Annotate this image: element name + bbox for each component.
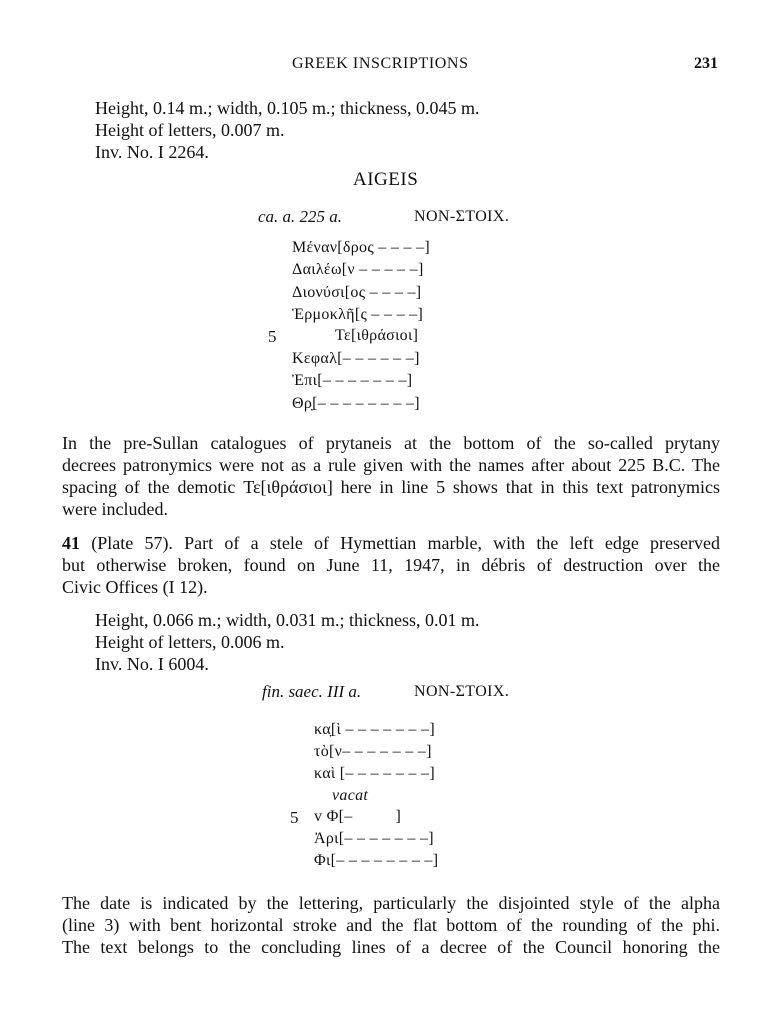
inscription-line: v Φ[– ] [314, 808, 402, 825]
inventory-41: Inv. No. I 6004. [95, 654, 209, 674]
running-title: GREEK INSCRIPTIONS [292, 55, 469, 72]
commentary-line: The date is indicated by the lettering, particularly the disjointed style of the alpha [62, 893, 720, 913]
style-label-40: NON-ΣΤΟΙΧ. [414, 208, 510, 225]
inscription-line: Τε[ιθράσιοι] [335, 327, 419, 344]
inscription-line: Κεφαλ[– – – – – –] [292, 350, 420, 367]
inscription-line: Φι[– – – – – – – –] [314, 852, 439, 869]
inscription-line: Μέναν[δρος – – – –] [292, 239, 431, 256]
commentary-line: (line 3) with bent horizontal stroke and the flat bottom of the rounding of the phi. [62, 915, 720, 935]
entry-number: 41 [62, 533, 80, 553]
commentary-line: spacing of the demotic Τε[ιθράσιοι] here in line 5 shows that in this text patronymics [62, 477, 720, 497]
entry-41-intro-text: (Plate 57). Part of a stele of Hymettian marble, with the left edge preserved [80, 533, 720, 553]
commentary-line: The text belongs to the concluding lines of a decree of the Council honoring the [62, 937, 720, 957]
inscription-line: Ἐπι[– – – – – – –] [292, 372, 413, 389]
inscription-line: Θρ̣[– – – – – – – –] [292, 395, 420, 412]
letter-height-41: Height of letters, 0.006 m. [95, 632, 285, 652]
inscription-line: καὶ [– – – – – – –] [314, 765, 435, 782]
date-41: fin. saec. III a. [262, 682, 362, 701]
commentary-line: In the pre-Sullan catalogues of prytaneis at the bottom of the so-called prytany [62, 433, 720, 453]
commentary-line: decrees patronymics were not as a rule given with the names after about 225 B.C. The [62, 455, 720, 475]
line-number-5: 5 [268, 327, 277, 346]
date-40: ca. a. 225 a. [258, 207, 343, 226]
inscription-line: Δαιλέω[ν – – – – –] [292, 261, 424, 278]
page-number: 231 [694, 55, 718, 72]
line-number-5: 5 [290, 808, 299, 827]
letter-height-40: Height of letters, 0.007 m. [95, 120, 285, 140]
inscription-line: Διονύσι[ος – – – –] [292, 284, 422, 301]
entry-41-intro-line: but otherwise broken, found on June 11, 1947, in débris of destruction over the [62, 555, 720, 575]
inventory-40: Inv. No. I 2264. [95, 142, 209, 162]
inscription-line: κα̣[ὶ – – – – – – –] [314, 721, 435, 738]
inscription-line: τὸ[ν– – – – – – –] [314, 743, 432, 760]
style-label-41: NON-ΣΤΟΙΧ. [414, 683, 510, 700]
entry-41-intro-line: Civic Offices (I 12). [62, 577, 208, 597]
dimensions-41: Height, 0.066 m.; width, 0.031 m.; thickness, 0.01 m. [95, 610, 480, 630]
vacat-line: vacat [332, 787, 369, 804]
commentary-line: were included. [62, 499, 168, 519]
dimensions-40: Height, 0.14 m.; width, 0.105 m.; thickness, 0.045 m. [95, 98, 480, 118]
inscription-line: Ἑρμοκλῆ[ς – – – –] [292, 306, 424, 323]
inscription-line: Ἀρι[– – – – – – –] [314, 830, 434, 847]
entry-41-intro-line [62, 532, 720, 554]
section-title: AIGEIS [353, 169, 419, 190]
